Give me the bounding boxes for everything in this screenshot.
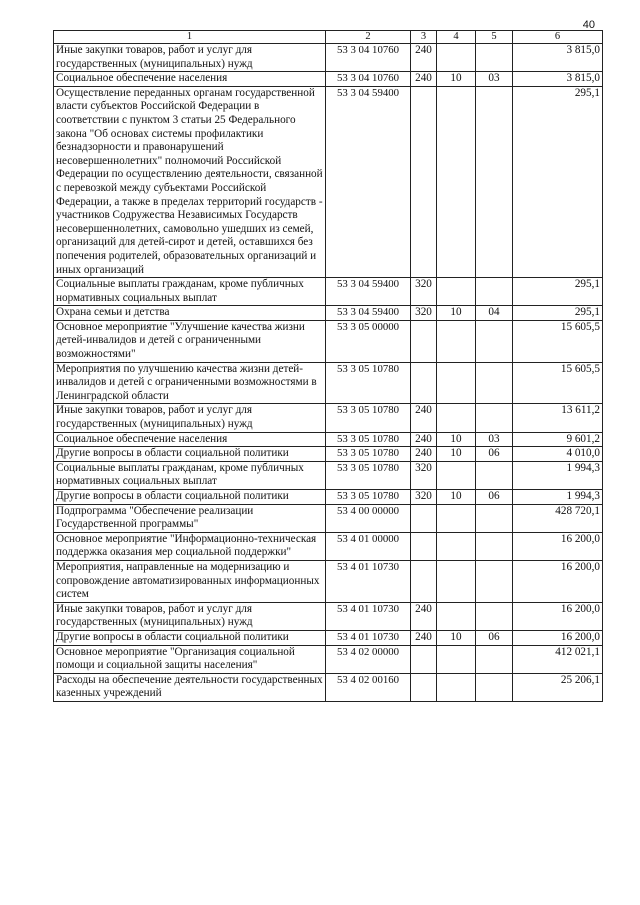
row-name: Мероприятия по улучшению качества жизни детей-инвалидов и детей с ограниченными возможностями в Ленинградской области <box>54 362 326 404</box>
row-section: 10 <box>437 432 476 447</box>
table-row <box>54 320 603 362</box>
row-target-code: 53 4 01 10730 <box>326 560 411 602</box>
row-target-code: 53 4 02 00160 <box>326 673 411 701</box>
row-name: Социальные выплаты гражданам, кроме публичных нормативных социальных выплат <box>54 461 326 489</box>
budget-table <box>53 30 603 702</box>
row-subsection <box>476 278 513 306</box>
row-subsection <box>476 362 513 404</box>
table-row <box>54 645 603 673</box>
table-row <box>54 306 603 321</box>
row-section: 10 <box>437 490 476 505</box>
row-amount: 4 010,0 <box>513 447 603 462</box>
row-amount: 295,1 <box>513 86 603 277</box>
row-section <box>437 504 476 532</box>
row-name: Охрана семьи и детства <box>54 306 326 321</box>
table-row <box>54 673 603 701</box>
row-amount: 3 815,0 <box>513 72 603 87</box>
row-amount: 16 200,0 <box>513 602 603 630</box>
row-amount: 295,1 <box>513 306 603 321</box>
row-section <box>437 673 476 701</box>
row-expense-type: 240 <box>411 44 437 72</box>
header-col-6: 6 <box>513 31 603 44</box>
row-amount: 9 601,2 <box>513 432 603 447</box>
row-target-code: 53 3 05 10780 <box>326 490 411 505</box>
row-expense-type <box>411 532 437 560</box>
table-row <box>54 362 603 404</box>
row-subsection <box>476 86 513 277</box>
row-amount: 16 200,0 <box>513 630 603 645</box>
row-subsection <box>476 602 513 630</box>
row-subsection: 06 <box>476 630 513 645</box>
row-expense-type: 240 <box>411 432 437 447</box>
row-target-code: 53 4 02 00000 <box>326 645 411 673</box>
row-subsection <box>476 645 513 673</box>
row-expense-type <box>411 504 437 532</box>
row-section <box>437 320 476 362</box>
table-row <box>54 432 603 447</box>
row-section <box>437 532 476 560</box>
row-target-code: 53 3 04 10760 <box>326 44 411 72</box>
row-section <box>437 602 476 630</box>
header-col-3: 3 <box>411 31 437 44</box>
row-subsection: 06 <box>476 447 513 462</box>
row-section <box>437 461 476 489</box>
row-amount: 3 815,0 <box>513 44 603 72</box>
row-target-code: 53 4 01 00000 <box>326 532 411 560</box>
row-amount: 25 206,1 <box>513 673 603 701</box>
header-col-4: 4 <box>437 31 476 44</box>
row-subsection <box>476 461 513 489</box>
table-row <box>54 461 603 489</box>
row-name: Основное мероприятие "Информационно-техническая поддержка оказания мер социальной поддержки" <box>54 532 326 560</box>
table-row <box>54 602 603 630</box>
header-col-1: 1 <box>54 31 326 44</box>
row-section: 10 <box>437 72 476 87</box>
table-row <box>54 44 603 72</box>
table-row <box>54 504 603 532</box>
table-row <box>54 490 603 505</box>
page-number: 40 <box>582 19 595 31</box>
row-target-code: 53 3 05 10780 <box>326 447 411 462</box>
row-amount: 16 200,0 <box>513 532 603 560</box>
row-amount: 15 605,5 <box>513 362 603 404</box>
row-section <box>437 44 476 72</box>
row-section: 10 <box>437 630 476 645</box>
table-row <box>54 532 603 560</box>
row-amount: 412 021,1 <box>513 645 603 673</box>
row-name: Основное мероприятие "Улучшение качества жизни детей-инвалидов и детей с ограниченными возможностями" <box>54 320 326 362</box>
row-expense-type <box>411 673 437 701</box>
row-target-code: 53 3 05 00000 <box>326 320 411 362</box>
header-col-2: 2 <box>326 31 411 44</box>
row-expense-type: 240 <box>411 404 437 432</box>
row-section <box>437 404 476 432</box>
row-section: 10 <box>437 447 476 462</box>
row-name: Другие вопросы в области социальной политики <box>54 490 326 505</box>
row-amount: 1 994,3 <box>513 490 603 505</box>
row-expense-type: 240 <box>411 630 437 645</box>
row-section <box>437 362 476 404</box>
table-row <box>54 72 603 87</box>
row-expense-type <box>411 560 437 602</box>
row-subsection: 06 <box>476 490 513 505</box>
row-name: Подпрограмма "Обеспечение реализации Государственной программы" <box>54 504 326 532</box>
row-expense-type <box>411 362 437 404</box>
row-expense-type: 320 <box>411 490 437 505</box>
row-target-code: 53 3 05 10780 <box>326 432 411 447</box>
row-target-code: 53 4 01 10730 <box>326 602 411 630</box>
row-amount: 16 200,0 <box>513 560 603 602</box>
row-subsection <box>476 44 513 72</box>
row-subsection <box>476 404 513 432</box>
row-amount: 15 605,5 <box>513 320 603 362</box>
row-expense-type: 240 <box>411 72 437 87</box>
row-section <box>437 560 476 602</box>
row-subsection: 03 <box>476 72 513 87</box>
row-section <box>437 645 476 673</box>
row-expense-type <box>411 320 437 362</box>
row-expense-type: 240 <box>411 602 437 630</box>
row-subsection <box>476 532 513 560</box>
row-expense-type: 320 <box>411 306 437 321</box>
row-subsection <box>476 504 513 532</box>
row-name: Расходы на обеспечение деятельности государственных казенных учреждений <box>54 673 326 701</box>
row-target-code: 53 3 04 59400 <box>326 278 411 306</box>
row-expense-type: 320 <box>411 278 437 306</box>
row-target-code: 53 3 04 59400 <box>326 306 411 321</box>
header-col-5: 5 <box>476 31 513 44</box>
row-target-code: 53 3 04 59400 <box>326 86 411 277</box>
row-target-code: 53 3 04 10760 <box>326 72 411 87</box>
row-name: Другие вопросы в области социальной политики <box>54 630 326 645</box>
row-name: Осуществление переданных органам государственной власти субъектов Российской Федерации в соответствии с пунктом 3 статьи 25 Федерального закона "Об основах системы профилактики безнадзорности и правонарушений несовершеннолетних" полномочий Российской Федерации по осуществлению деятельности, связанной с перевозкой между субъектами Российской Федерации, а также в пределах территорий государств - участников Содружества Независимых Государств несовершеннолетних, самовольно ушедших из семей, организаций для детей-сирот и детей, оставшихся без попечения родителей, образовательных организаций и иных организаций <box>54 86 326 277</box>
table-header-row <box>54 31 603 44</box>
row-target-code: 53 4 01 10730 <box>326 630 411 645</box>
row-name: Социальное обеспечение населения <box>54 432 326 447</box>
row-name: Другие вопросы в области социальной политики <box>54 447 326 462</box>
row-subsection <box>476 320 513 362</box>
row-target-code: 53 3 05 10780 <box>326 404 411 432</box>
row-target-code: 53 3 05 10780 <box>326 362 411 404</box>
table-row <box>54 630 603 645</box>
row-amount: 428 720,1 <box>513 504 603 532</box>
table-row <box>54 560 603 602</box>
row-target-code: 53 4 00 00000 <box>326 504 411 532</box>
row-target-code: 53 3 05 10780 <box>326 461 411 489</box>
row-name: Основное мероприятие "Организация социальной помощи и социальной защиты населения" <box>54 645 326 673</box>
table-row <box>54 86 603 277</box>
row-amount: 295,1 <box>513 278 603 306</box>
row-name: Социальное обеспечение населения <box>54 72 326 87</box>
row-amount: 1 994,3 <box>513 461 603 489</box>
row-expense-type: 240 <box>411 447 437 462</box>
row-name: Социальные выплаты гражданам, кроме публичных нормативных социальных выплат <box>54 278 326 306</box>
row-subsection: 04 <box>476 306 513 321</box>
table-row <box>54 447 603 462</box>
table-row <box>54 404 603 432</box>
row-amount: 13 611,2 <box>513 404 603 432</box>
table-row <box>54 278 603 306</box>
row-expense-type <box>411 86 437 277</box>
row-name: Иные закупки товаров, работ и услуг для государственных (муниципальных) нужд <box>54 44 326 72</box>
row-name: Иные закупки товаров, работ и услуг для государственных (муниципальных) нужд <box>54 602 326 630</box>
row-name: Иные закупки товаров, работ и услуг для государственных (муниципальных) нужд <box>54 404 326 432</box>
row-name: Мероприятия, направленные на модернизацию и сопровождение автоматизированных информационных систем <box>54 560 326 602</box>
row-section <box>437 86 476 277</box>
row-section: 10 <box>437 306 476 321</box>
row-subsection <box>476 673 513 701</box>
row-subsection <box>476 560 513 602</box>
row-section <box>437 278 476 306</box>
row-expense-type: 320 <box>411 461 437 489</box>
row-expense-type <box>411 645 437 673</box>
row-subsection: 03 <box>476 432 513 447</box>
